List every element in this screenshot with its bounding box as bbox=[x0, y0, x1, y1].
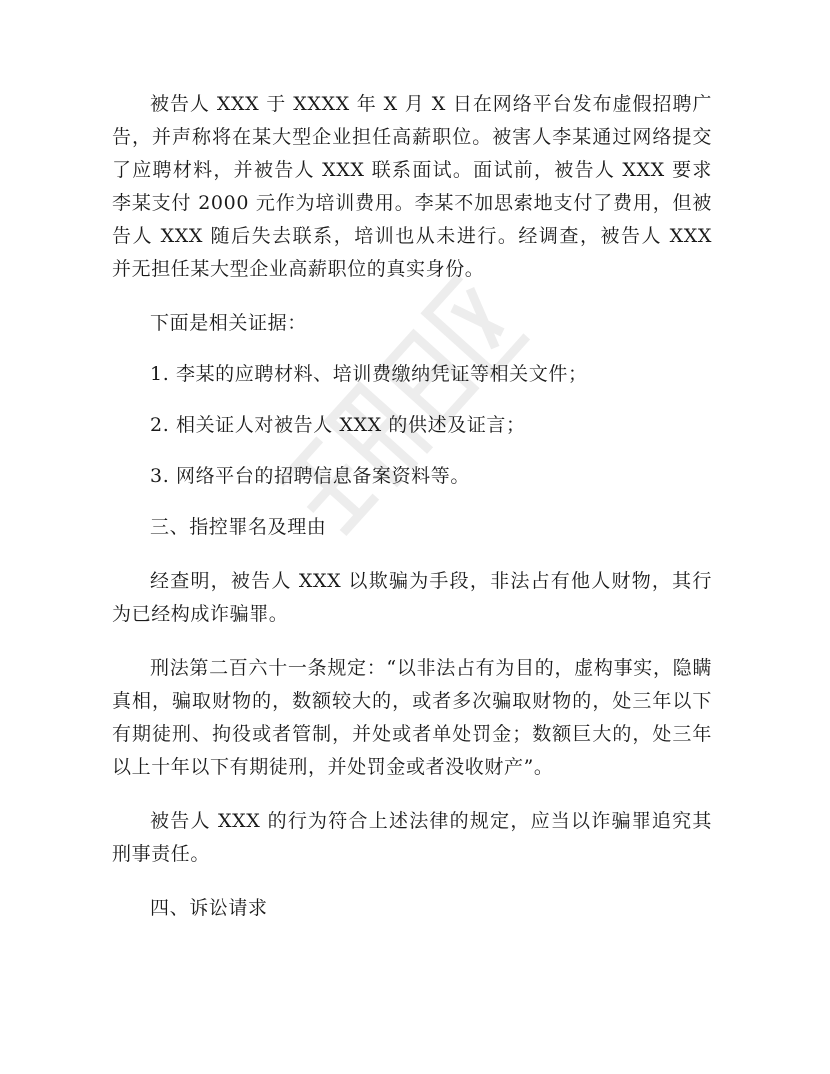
evidence-item-2: 2. 相关证人对被告人 XXX 的供述及证言； bbox=[150, 414, 526, 436]
evidence-item-3: 3. 网络平台的招聘信息备案资料等。 bbox=[150, 465, 470, 487]
paragraph-conclusion: 被告人 XXX 的行为符合上述法律的规定，应当以诈骗罪追究其刑事责任。 bbox=[112, 810, 712, 865]
section-heading-charges: 三、指控罪名及理由 bbox=[150, 516, 327, 538]
paragraph-finding: 经查明，被告人 XXX 以欺骗为手段，非法占有他人财物，其行为已经构成诈骗罪。 bbox=[112, 570, 712, 625]
section-heading-claims: 四、诉讼请求 bbox=[150, 897, 268, 919]
paragraph-criminal-law: 刑法第二百六十一条规定：“以非法占有为目的，虚构事实，隐瞒真相，骗取财物的，数额较大的，或者多次骗取财物的，处三年以下有期徒刑、拘役或者管制，并处或者单处罚金；数额巨大的，处三年以上十年以下有期徒刑，并处罚金或者没收财产”。 bbox=[112, 657, 712, 778]
evidence-item-1: 1. 李某的应聘材料、培训费缴纳凭证等相关文件； bbox=[150, 363, 588, 385]
document-body bbox=[112, 88, 712, 946]
paragraph-case-facts: 被告人 XXX 于 XXXX 年 X 月 X 日在网络平台发布虚假招聘广告，并声称将在某大型企业担任高薪职位。被害人李某通过网络提交了应聘材料，并被告人 XXX 联系面试。面试前，被告人 XXX 要求李某支付 2000 元作为培训费用。李某不加思索地支付了费用，但被告人 XXX 随后失去联系，培训也从未进行。经调查，被告人 XXX 并无担任某大型企业高薪职位的真实身份。 bbox=[112, 93, 712, 280]
paragraph-evidence-intro: 下面是相关证据： bbox=[150, 312, 307, 334]
